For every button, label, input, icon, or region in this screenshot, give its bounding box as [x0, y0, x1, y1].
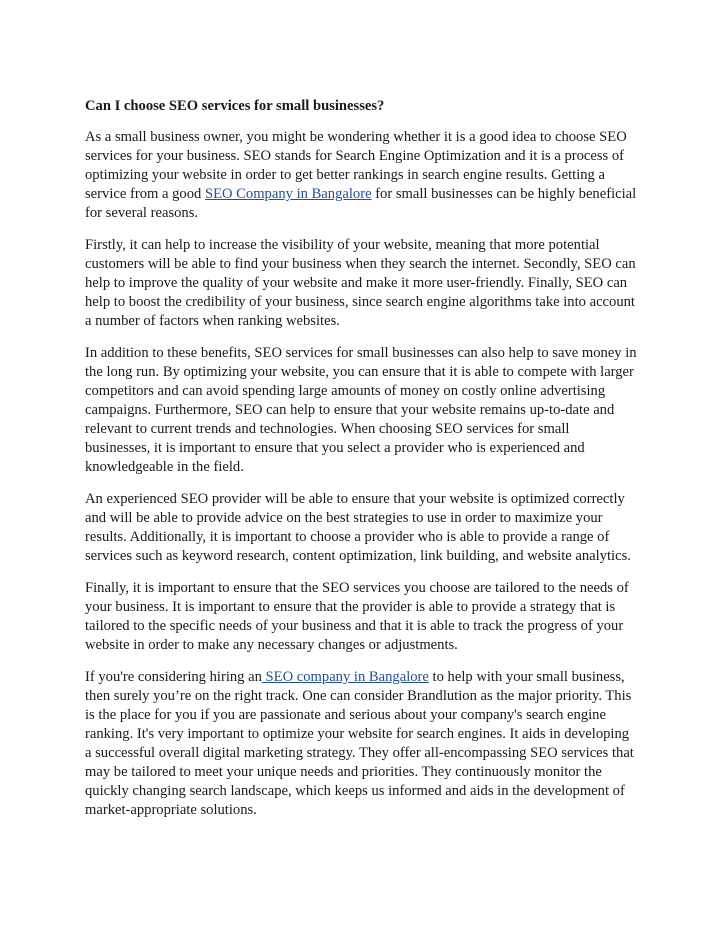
paragraph-tailored-services: Finally, it is important to ensure that the SEO services you choose are tailored to the needs of your business. It is important to ensure that the provider is able to provide a strategy that is tailored to the specific needs of your business and that it is able to track the progress of your website in order to make any necessary changes or adjustments.: [85, 580, 629, 653]
paragraph-conclusion: [85, 668, 637, 820]
document-page: [85, 97, 637, 833]
paragraph-experienced-provider: An experienced SEO provider will be able to ensure that your website is optimized correctly and will be able to provide advice on the best strategies to use in order to maximize your results. Additionally, it is important to choose a provider who is able to provide a range of services such as keyword research, content optimization, link building, and website analytics.: [85, 491, 631, 564]
article-heading: Can I choose SEO services for small businesses?: [85, 98, 385, 114]
paragraph-intro: [85, 128, 637, 223]
paragraph-benefits: Firstly, it can help to increase the visibility of your website, meaning that more potential customers will be able to find your business when they search the internet. Secondly, SEO can help to improve the quality of your website and make it more user-friendly. Finally, SEO can help to boost the credibility of your business, since search engine algorithms take into account a number of factors when ranking websites.: [85, 237, 636, 329]
paragraph-intro-text-after: for small businesses can be highly beneficial for several reasons.: [85, 186, 637, 221]
paragraph-conclusion-text-before: If you're considering hiring an: [85, 669, 262, 685]
paragraph-intro-text-before: As a small business owner, you might be wondering whether it is a good idea to choose SEO services for your business. SEO stands for Search Engine Optimization and it is a process of optimizing your website in order to get better rankings in search engine results. Getting a service from a good: [85, 129, 627, 202]
paragraph-conclusion-text-after: to help with your small business, then surely you’re on the right track. One can consider Brandlution as the major priority. This is the place for you if you are passionate and serious about your company's search engine ranking. It's very important to optimize your website for search engines. It aids in developing a successful overall digital marketing strategy. They offer all-encompassing SEO services that may be tailored to meet your unique needs and priorities. They continuously monitor the quickly changing search landscape, which keeps us informed and aids in the development of market-appropriate solutions.: [85, 669, 634, 818]
seo-company-bangalore-link[interactable]: SEO Company in Bangalore: [204, 186, 372, 202]
seo-company-bangalore-link-2[interactable]: SEO company in Bangalore: [261, 669, 429, 685]
paragraph-cost-savings: In addition to these benefits, SEO services for small businesses can also help to save money in the long run. By optimizing your website, you can ensure that it is able to compete with larger competitors and can avoid spending large amounts of money on costly online advertising campaigns. Furthermore, SEO can help to ensure that your website remains up-to-date and relevant to current trends and technologies. When choosing SEO services for small businesses, it is important to ensure that you select a provider who is experienced and knowledgeable in the field.: [85, 345, 637, 475]
